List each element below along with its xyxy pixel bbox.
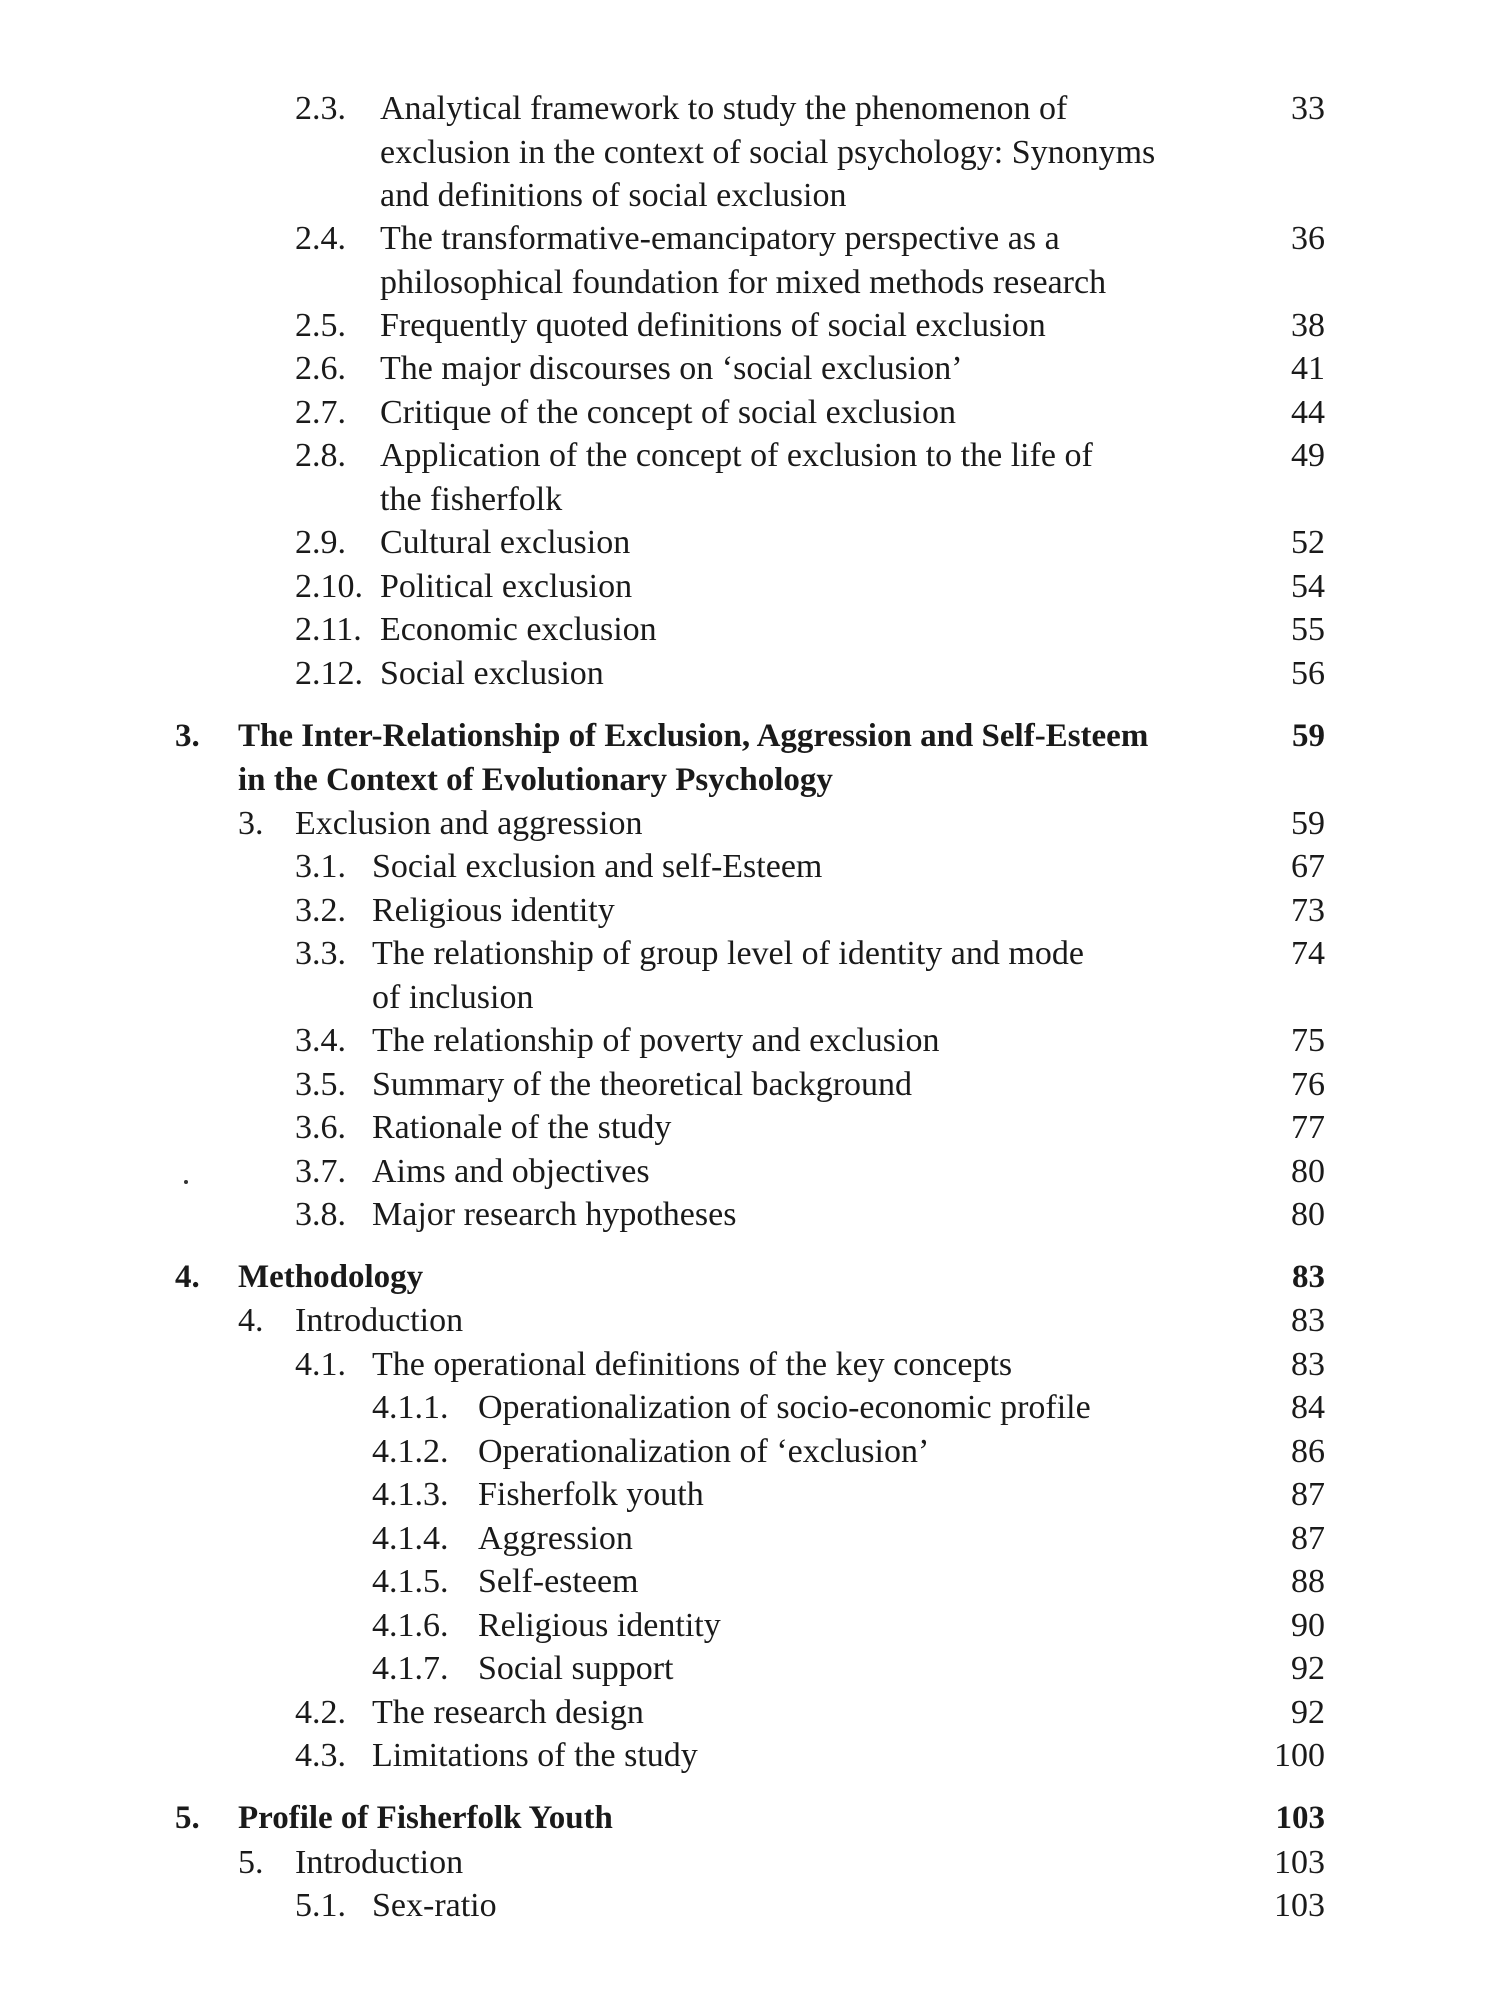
toc-number: 2.10. — [295, 568, 363, 605]
toc-page-number: 67 — [1291, 848, 1325, 885]
toc-number: 4.1.7. — [372, 1650, 449, 1687]
toc-title-line: Self-esteem — [478, 1563, 639, 1600]
toc-number: 2.5. — [295, 307, 346, 344]
toc-number: 2.3. — [295, 90, 346, 127]
toc-title-line: The relationship of group level of identity and mode — [372, 935, 1084, 972]
toc-title-line: and definitions of social exclusion — [380, 177, 847, 214]
toc-page-number: 73 — [1291, 892, 1325, 929]
toc-page-number: 88 — [1291, 1563, 1325, 1600]
toc-title-line: Introduction — [295, 1844, 464, 1881]
toc-title-line: of inclusion — [372, 978, 534, 1016]
toc-title-line: Introduction — [295, 1302, 464, 1339]
toc-page-number: 103 — [1275, 1800, 1325, 1836]
toc-page-number: 59 — [1292, 718, 1325, 754]
toc-number: 3.2. — [295, 892, 346, 929]
toc-page-number: 59 — [1291, 805, 1325, 842]
toc-number: 2.11. — [295, 611, 362, 648]
toc-title-line: Operationalization of socio-economic profile — [478, 1389, 1091, 1426]
toc-number: 4. — [175, 1259, 200, 1295]
toc-page-number: 49 — [1291, 437, 1325, 474]
toc-title-line: Social exclusion and self-Esteem — [372, 848, 823, 885]
toc-title-line: The Inter-Relationship of Exclusion, Aggression and Self-Esteem — [238, 718, 1149, 754]
toc-page-number: 83 — [1291, 1346, 1325, 1383]
toc-number: 5.1. — [295, 1887, 346, 1924]
toc-page-number: 33 — [1291, 90, 1325, 127]
toc-title-line: the fisherfolk — [380, 480, 563, 518]
toc-number: 5. — [175, 1800, 200, 1836]
toc-page-number: 56 — [1291, 655, 1325, 692]
toc-title-line: Sex-ratio — [372, 1887, 497, 1924]
toc-title-line: Religious identity — [372, 892, 615, 929]
toc-title-line: Rationale of the study — [372, 1109, 672, 1146]
toc-title-line: Social support — [478, 1650, 674, 1687]
toc-page-number: 36 — [1291, 220, 1325, 257]
toc-title-line: Aims and objectives — [372, 1153, 650, 1190]
toc-number: 4.1.5. — [372, 1563, 449, 1600]
toc-page-number: 80 — [1291, 1153, 1325, 1190]
toc-title-line: The operational definitions of the key concepts — [372, 1346, 1013, 1383]
toc-page-number: 44 — [1291, 394, 1325, 431]
toc-title-line: Summary of the theoretical background — [372, 1066, 913, 1103]
toc-number: 2.8. — [295, 437, 346, 474]
toc-title-line: Major research hypotheses — [372, 1196, 737, 1233]
toc-page-number: 83 — [1291, 1302, 1325, 1339]
toc-title-line: Profile of Fisherfolk Youth — [238, 1800, 613, 1836]
toc-page-number: 54 — [1291, 568, 1325, 605]
toc-number: 4.2. — [295, 1694, 346, 1731]
toc-number: 3. — [175, 718, 200, 754]
toc-number: 3.3. — [295, 935, 346, 972]
toc-title-line: Social exclusion — [380, 655, 604, 692]
toc-page-number: 92 — [1291, 1650, 1325, 1687]
toc-number: 3.6. — [295, 1109, 346, 1146]
toc-number: 3.8. — [295, 1196, 346, 1233]
toc-title-line: The relationship of poverty and exclusion — [372, 1022, 940, 1059]
toc-number: 3. — [238, 805, 264, 842]
toc-title-line: Limitations of the study — [372, 1737, 698, 1774]
toc-number: 4.1.4. — [372, 1520, 449, 1557]
toc-number: 4.1. — [295, 1346, 346, 1383]
toc-page-number: 41 — [1291, 350, 1325, 387]
toc-title-line: Economic exclusion — [380, 611, 657, 648]
toc-page-number: 38 — [1291, 307, 1325, 344]
toc-page-number: 83 — [1292, 1259, 1325, 1295]
toc-title-line: The major discourses on ‘social exclusion’ — [380, 350, 963, 387]
toc-page-number: 75 — [1291, 1022, 1325, 1059]
toc-number: 4.1.2. — [372, 1433, 449, 1470]
toc-number: 4.3. — [295, 1737, 346, 1774]
toc-page-number: 87 — [1291, 1520, 1325, 1557]
toc-title-line: Application of the concept of exclusion to the life of — [380, 437, 1093, 474]
toc-title-line: Analytical framework to study the phenomenon of — [380, 90, 1068, 127]
toc-number: 2.12. — [295, 655, 363, 692]
toc-number: 4.1.3. — [372, 1476, 449, 1513]
toc-number: 2.9. — [295, 524, 346, 561]
toc-page-number: 103 — [1274, 1844, 1325, 1881]
toc-title-line: Critique of the concept of social exclusion — [380, 394, 956, 431]
toc-page-number: 87 — [1291, 1476, 1325, 1513]
toc-page-number: 74 — [1291, 935, 1325, 972]
toc-page-number: 90 — [1291, 1607, 1325, 1644]
toc-number: 5. — [238, 1844, 264, 1881]
toc-title-line: Aggression — [478, 1520, 633, 1557]
toc-title-line: philosophical foundation for mixed methods research — [380, 263, 1107, 301]
toc-title-line: The transformative-emancipatory perspective as a — [380, 220, 1060, 257]
toc-title-line: in the Context of Evolutionary Psychology — [238, 761, 833, 798]
toc-page-number: 55 — [1291, 611, 1325, 648]
toc-title-line: Exclusion and aggression — [295, 805, 643, 842]
toc-number: 3.7. — [295, 1153, 346, 1190]
toc-page-number: 76 — [1291, 1066, 1325, 1103]
toc-number: 2.6. — [295, 350, 346, 387]
toc-number: 2.4. — [295, 220, 346, 257]
toc-page-number: 77 — [1291, 1109, 1325, 1146]
toc-page-number: 86 — [1291, 1433, 1325, 1470]
toc-page-number: 84 — [1291, 1389, 1325, 1426]
toc-number: 4.1.1. — [372, 1389, 449, 1426]
toc-number: 3.5. — [295, 1066, 346, 1103]
toc-title-line: Fisherfolk youth — [478, 1476, 704, 1513]
toc-number: 4.1.6. — [372, 1607, 449, 1644]
toc-number: 3.4. — [295, 1022, 346, 1059]
toc-title-line: Political exclusion — [380, 568, 633, 605]
toc-title-line: Operationalization of ‘exclusion’ — [478, 1433, 930, 1470]
stray-dot-mark — [184, 1180, 188, 1184]
toc-title-line: Frequently quoted definitions of social exclusion — [380, 307, 1046, 344]
toc-page-number: 100 — [1274, 1737, 1325, 1774]
toc-page-number: 103 — [1274, 1887, 1325, 1924]
toc-page-number: 80 — [1291, 1196, 1325, 1233]
toc-number: 3.1. — [295, 848, 346, 885]
toc-number: 4. — [238, 1302, 264, 1339]
toc-page-number: 92 — [1291, 1694, 1325, 1731]
toc-number: 2.7. — [295, 394, 346, 431]
toc-title-line: The research design — [372, 1694, 644, 1731]
toc-title-line: Religious identity — [478, 1607, 721, 1644]
toc-title-line: Methodology — [238, 1259, 424, 1295]
toc-page-number: 52 — [1291, 524, 1325, 561]
toc-title-line: Cultural exclusion — [380, 524, 631, 561]
toc-title-line: exclusion in the context of social psychology: Synonyms — [380, 133, 1156, 171]
